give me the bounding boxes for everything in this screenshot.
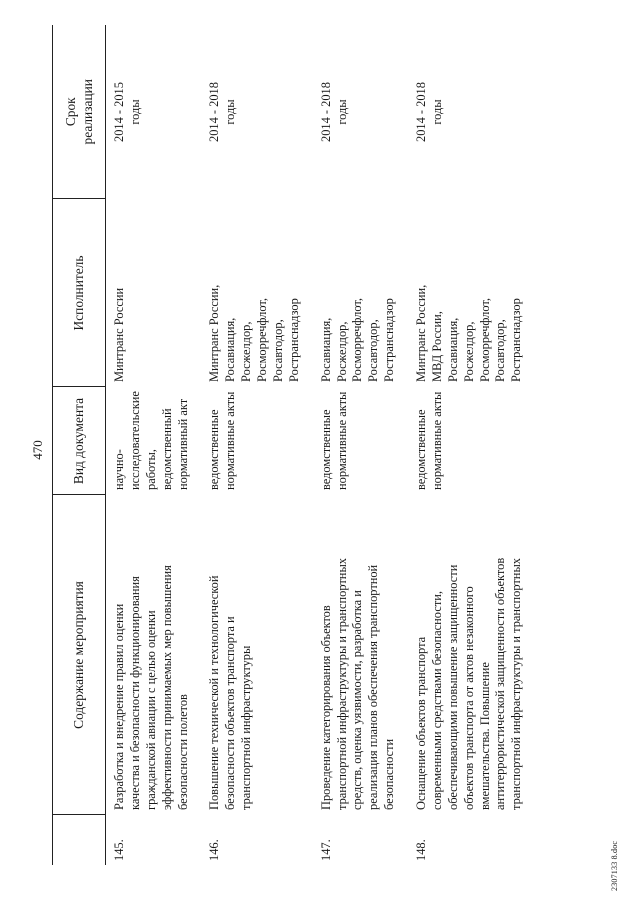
row-doc-type (201, 387, 312, 495)
row-executor-line: Росжелдор, (239, 321, 254, 382)
row-content (201, 495, 312, 815)
row-content-line: вмешательства. Повышение (477, 662, 492, 810)
row-executor-line: Росморречфлот, (477, 298, 492, 382)
row-executor-line: Росавтодор, (493, 319, 508, 382)
row-executor-line: Ространснадзор (382, 298, 397, 382)
row-doc-type-line: ведомственные (207, 409, 222, 490)
row-period (313, 25, 408, 199)
row-executor-line: Росавиация, (318, 317, 333, 382)
table-row (106, 25, 202, 865)
row-doc-type (408, 387, 535, 495)
row-content-line: Оснащение объектов транспорта (414, 636, 428, 810)
row-executor-line: Росавтодор, (270, 319, 285, 382)
row-content (313, 495, 408, 815)
row-executor-line: Росавтодор, (366, 319, 381, 382)
header-doc-type: Вид документа (53, 387, 106, 495)
row-content-line: реализация планов обеспечения транспортной (366, 564, 381, 810)
row-content-line: современными средствами безопасности, (429, 591, 444, 810)
row-doc-type-line: исследовательские (127, 391, 142, 490)
row-doc-type-line: нормативные акты (334, 391, 349, 490)
header-number (53, 815, 106, 865)
row-executor (106, 199, 202, 387)
row-content-line: Разработка и внедрение правил оценки (112, 603, 126, 810)
row-period (201, 25, 312, 199)
row-period-line: годы (429, 99, 444, 125)
header-content: Содержание мероприятия (53, 495, 106, 815)
row-content-line: транспортной инфраструктуры и транспортных (334, 558, 349, 810)
row-content-line: эффективности принимаемых мер повышения (159, 565, 174, 810)
row-content (408, 495, 535, 815)
row-content-line: Проведение категорирования объектов (318, 605, 333, 810)
row-doc-type-line: ведомственные (414, 409, 428, 490)
row-content-line: Повышение технической и технологической (207, 575, 222, 810)
row-executor-line: МВД России, (429, 311, 444, 382)
row-executor (201, 199, 312, 387)
row-period (408, 25, 535, 199)
file-code: 2307133 8.doc (610, 840, 619, 891)
header-period-line1: Срок (62, 97, 78, 127)
row-period-line: 2014 - 2018 (414, 82, 428, 142)
row-content-line: безопасности (382, 738, 397, 810)
header-period (53, 25, 106, 199)
row-period-line: 2014 - 2018 (207, 82, 222, 142)
row-executor-line: Росморречфлот, (350, 298, 365, 382)
row-number: 146. (207, 839, 222, 861)
row-period-line: 2014 - 2015 (112, 82, 126, 142)
row-period-line: годы (334, 99, 349, 125)
row-content-line: средств, оценка уязвимости, разработка и (350, 590, 365, 810)
row-executor-line: Минтранс России (112, 287, 126, 382)
header-period-line2: реализации (80, 79, 95, 145)
row-executor-line: Росавиация, (445, 317, 460, 382)
row-executor-line: Росморречфлот, (255, 298, 269, 382)
row-content-line: безопасности полетов (175, 694, 190, 810)
row-doc-type-line: ведомственный (159, 408, 174, 490)
row-content (106, 495, 202, 815)
row-executor-line: Минтранс России, (414, 284, 428, 382)
row-doc-type-line: научно- (112, 449, 126, 490)
row-executor-line: Ространснадзор (509, 298, 524, 382)
row-doc-type-line: работы, (143, 449, 158, 490)
row-period-line: годы (127, 99, 142, 125)
row-content-line: безопасности объектов транспорта и (223, 616, 238, 810)
table-row (313, 25, 408, 865)
header-executor: Исполнитель (53, 199, 106, 387)
row-content-line: обеспечивающими повышение защищенности (445, 564, 460, 810)
row-executor-line: Минтранс России, (207, 284, 222, 382)
row-executor-line: Росавиация, (223, 317, 238, 382)
row-content-line: транспортной инфраструктуры (239, 645, 254, 810)
row-executor-line: Росжелдор, (461, 321, 476, 382)
measures-table (52, 25, 535, 865)
row-executor-line: Росжелдор, (334, 321, 349, 382)
row-doc-type (313, 387, 408, 495)
page-number: 470 (30, 440, 45, 460)
row-doc-type-line: нормативный акт (175, 398, 190, 490)
table-row (201, 25, 312, 865)
row-executor (313, 199, 408, 387)
row-number: 148. (414, 839, 428, 861)
row-content-line: гражданской авиации с целью оценки (143, 610, 158, 810)
row-content-line: качества и безопасности функционирования (127, 576, 142, 810)
row-period-line: годы (223, 99, 238, 125)
row-executor (408, 199, 535, 387)
row-content-line: антитеррористической защищенности объектов (493, 557, 508, 810)
row-number: 145. (112, 839, 126, 861)
row-doc-type-line: нормативные акты (429, 391, 444, 490)
row-period-line: 2014 - 2018 (318, 82, 333, 142)
row-period (106, 25, 202, 199)
row-content-line: объектов транспорта от актов незаконного (461, 586, 476, 810)
table-header-row (53, 25, 106, 865)
row-executor-line: Ространснадзор (286, 298, 301, 382)
row-number: 147. (318, 839, 333, 861)
row-doc-type (106, 387, 202, 495)
row-doc-type-line: нормативные акты (223, 391, 238, 490)
row-doc-type-line: ведомственные (318, 409, 333, 490)
table-row (408, 25, 535, 865)
row-content-line: транспортной инфраструктуры и транспортных (509, 558, 524, 810)
